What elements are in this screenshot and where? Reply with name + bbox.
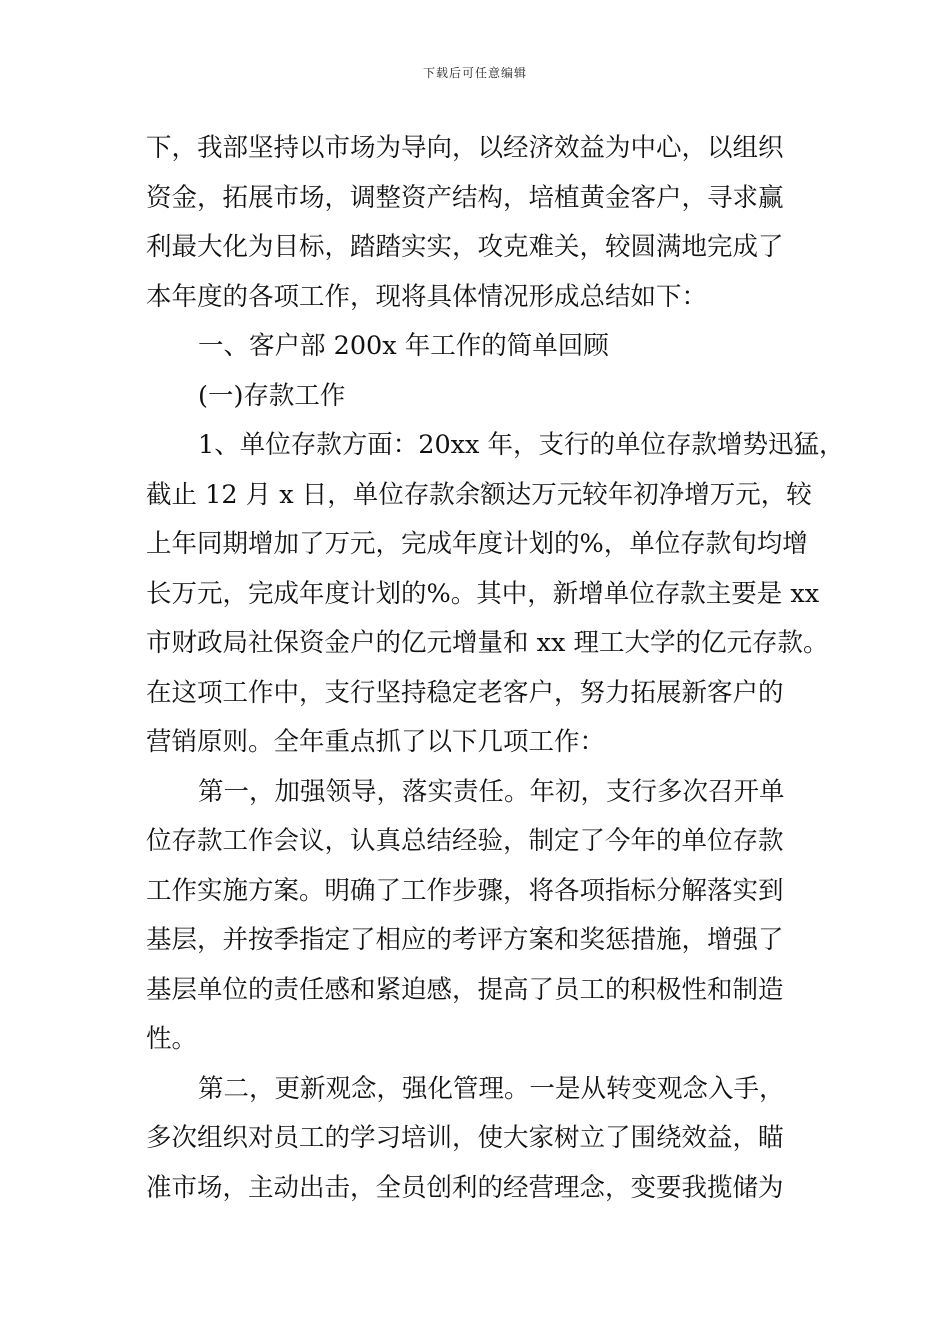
text-line: 准市场，主动出击，全员创利的经营理念，变要我揽储为 xyxy=(146,1172,784,1203)
text-line: 上年同期增加了万元，完成年度计划的%，单位存款旬均增 xyxy=(146,529,808,559)
text-line: 性。 xyxy=(146,1024,198,1054)
text-line: 市财政局社保资金户的亿元增量和 xx 理工大学的亿元存款。 xyxy=(146,628,829,658)
text-line: 营销原则。全年重点抓了以下几项工作： xyxy=(146,727,606,757)
text-line: 基层单位的责任感和紧迫感，提高了员工的积极性和制造 xyxy=(146,974,784,1005)
text-line: 工作实施方案。明确了工作步骤，将各项指标分解落实到 xyxy=(146,875,784,906)
text-line: 第一，加强领导，落实责任。年初，支行多次召开单 xyxy=(198,776,785,807)
text-line: 下，我部坚持以市场为导向，以经济效益为中心，以组织 xyxy=(146,133,784,163)
document-body xyxy=(146,124,845,1213)
section-heading: 一、客户部 200x 年工作的简单回顾 xyxy=(198,331,609,361)
subsection-heading: (一)存款工作 xyxy=(198,380,346,411)
text-line: 长万元，完成年度计划的%。其中，新增单位存款主要是 xx xyxy=(146,578,820,609)
text-line: 资金，拓展市场，调整资产结构，培植黄金客户，寻求赢 xyxy=(146,182,784,213)
text-line: 截止 12 月 x 日，单位存款余额达万元较年初净增万元，较 xyxy=(146,479,812,510)
text-line: 利最大化为目标，踏踏实实，攻克难关，较圆满地完成了 xyxy=(146,232,784,262)
text-line: 本年度的各项工作，现将具体情况形成总结如下： xyxy=(146,281,708,312)
text-line: 在这项工作中，支行坚持稳定老客户，努力拓展新客户的 xyxy=(146,677,784,708)
text-line: 位存款工作会议，认真总结经验，制定了今年的单位存款 xyxy=(146,826,784,856)
text-line: 基层，并按季指定了相应的考评方案和奖惩措施，增强了 xyxy=(146,925,784,955)
text-line: 多次组织对员工的学习培训，使大家树立了围绕效益，瞄 xyxy=(146,1123,784,1153)
header-note: 下载后可任意编辑 xyxy=(422,66,527,80)
text-line: 1、单位存款方面：20xx 年，支行的单位存款增势迅猛， xyxy=(198,430,845,460)
text-line: 第二，更新观念，强化管理。一是从转变观念入手， xyxy=(198,1073,785,1104)
